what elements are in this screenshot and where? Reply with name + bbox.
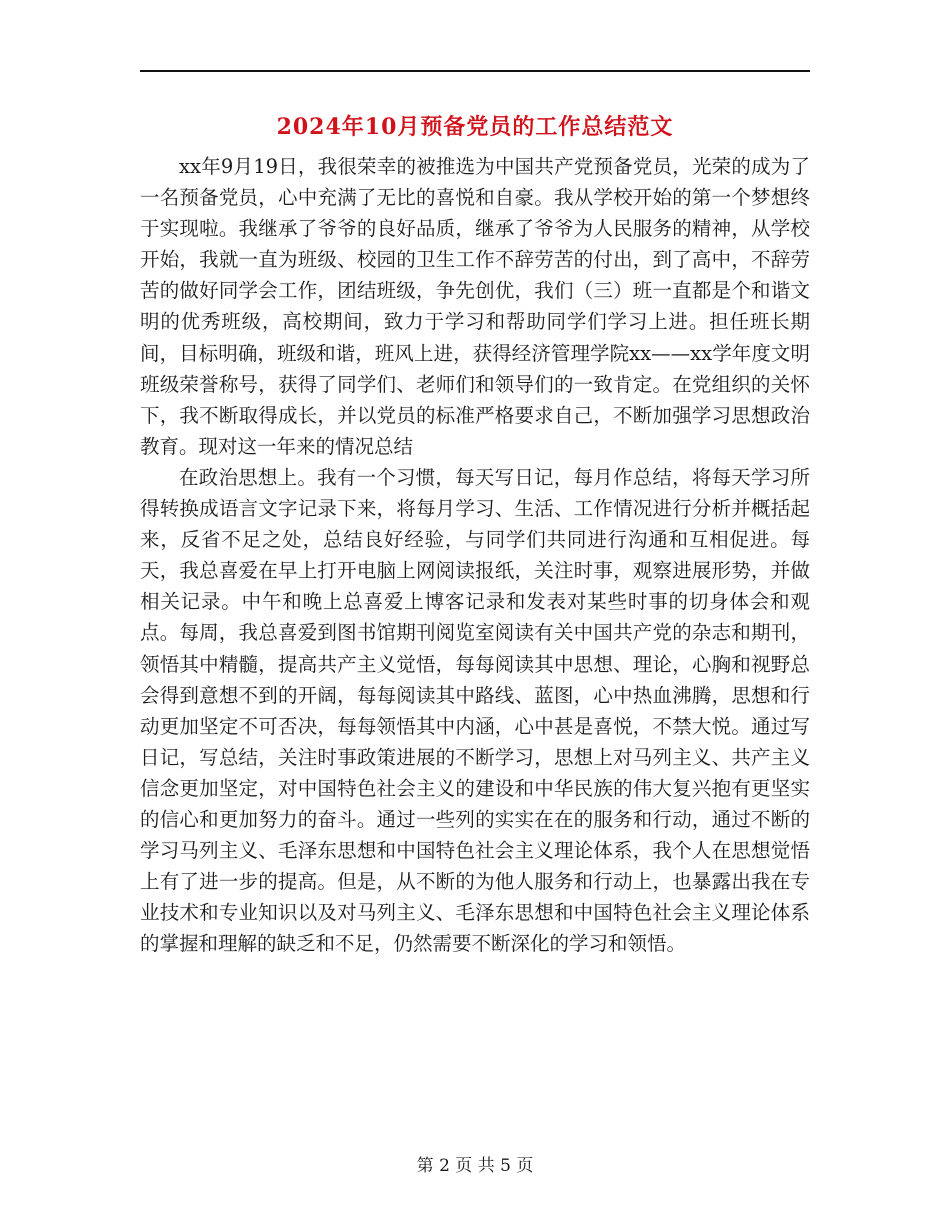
header-rule (140, 70, 810, 72)
paragraph-2: 在政治思想上。我有一个习惯，每天写日记，每月作总结，将每天学习所得转换成语言文字记录下来，将每月学习、生活、工作情况进行分析并概括起来，反省不足之处，总结良好经验，与同学们共同进行沟通和互相促进。每天，我总喜爱在早上打开电脑上网阅读报纸，关注时事，观察进展形势，并做相关记录。中午和晚上总喜爱上博客记录和发表对某些时事的切身体会和观点。每周，我总喜爱到图书馆期刊阅览室阅读有关中国共产党的杂志和期刊，领悟其中精髓，提高共产主义觉悟，每每阅读其中思想、理论，心胸和视野总会得到意想不到的开阔，每每阅读其中路线、蓝图，心中热血沸腾，思想和行动更加坚定不可否决，每每领悟其中内涵，心中甚是喜悦，不禁大悦。通过写日记，写总结，关注时事政策进展的不断学习，思想上对马列主义、共产主义信念更加坚定，对中国特色社会主义的建设和中华民族的伟大复兴抱有更坚实的信心和更加努力的奋斗。通过一些列的实实在在的服务和行动，通过不断的学习马列主义、毛泽东思想和中国特色社会主义理论体系，我个人在思想觉悟上有了进一步的提高。但是，从不断的为他人服务和行动上，也暴露出我在专业技术和专业知识以及对马列主义、毛泽东思想和中国特色社会主义理论体系的掌握和理解的缺乏和不足，仍然需要不断深化的学习和领悟。 (140, 465, 810, 956)
document-body (140, 151, 810, 959)
page-footer: 第 2 页 共 5 页 (416, 1156, 534, 1176)
document-title: 2024年10月预备党员的工作总结范文 (276, 114, 674, 140)
paragraph-1: xx年9月19日，我很荣幸的被推选为中国共产党预备党员，光荣的成为了一名预备党员，心中充满了无比的喜悦和自豪。我从学校开始的第一个梦想终于实现啦。我继承了爷爷的良好品质，继承了爷爷为人民服务的精神，从学校开始，我就一直为班级、校园的卫生工作不辞劳苦的付出，到了高中，不辞劳苦的做好同学会工作，团结班级，争先创优，我们（三）班一直都是个和谐文明的优秀班级，高校期间，致力于学习和帮助同学们学习上进。担任班长期间，目标明确，班级和谐，班风上进，获得经济管理学院xx——xx学年度文明班级荣誉称号，获得了同学们、老师们和领导们的一致肯定。在党组织的关怀下，我不断取得成长，并以党员的标准严格要求自己，不断加强学习思想政治教育。现对这一年来的情况总结 (140, 155, 810, 458)
